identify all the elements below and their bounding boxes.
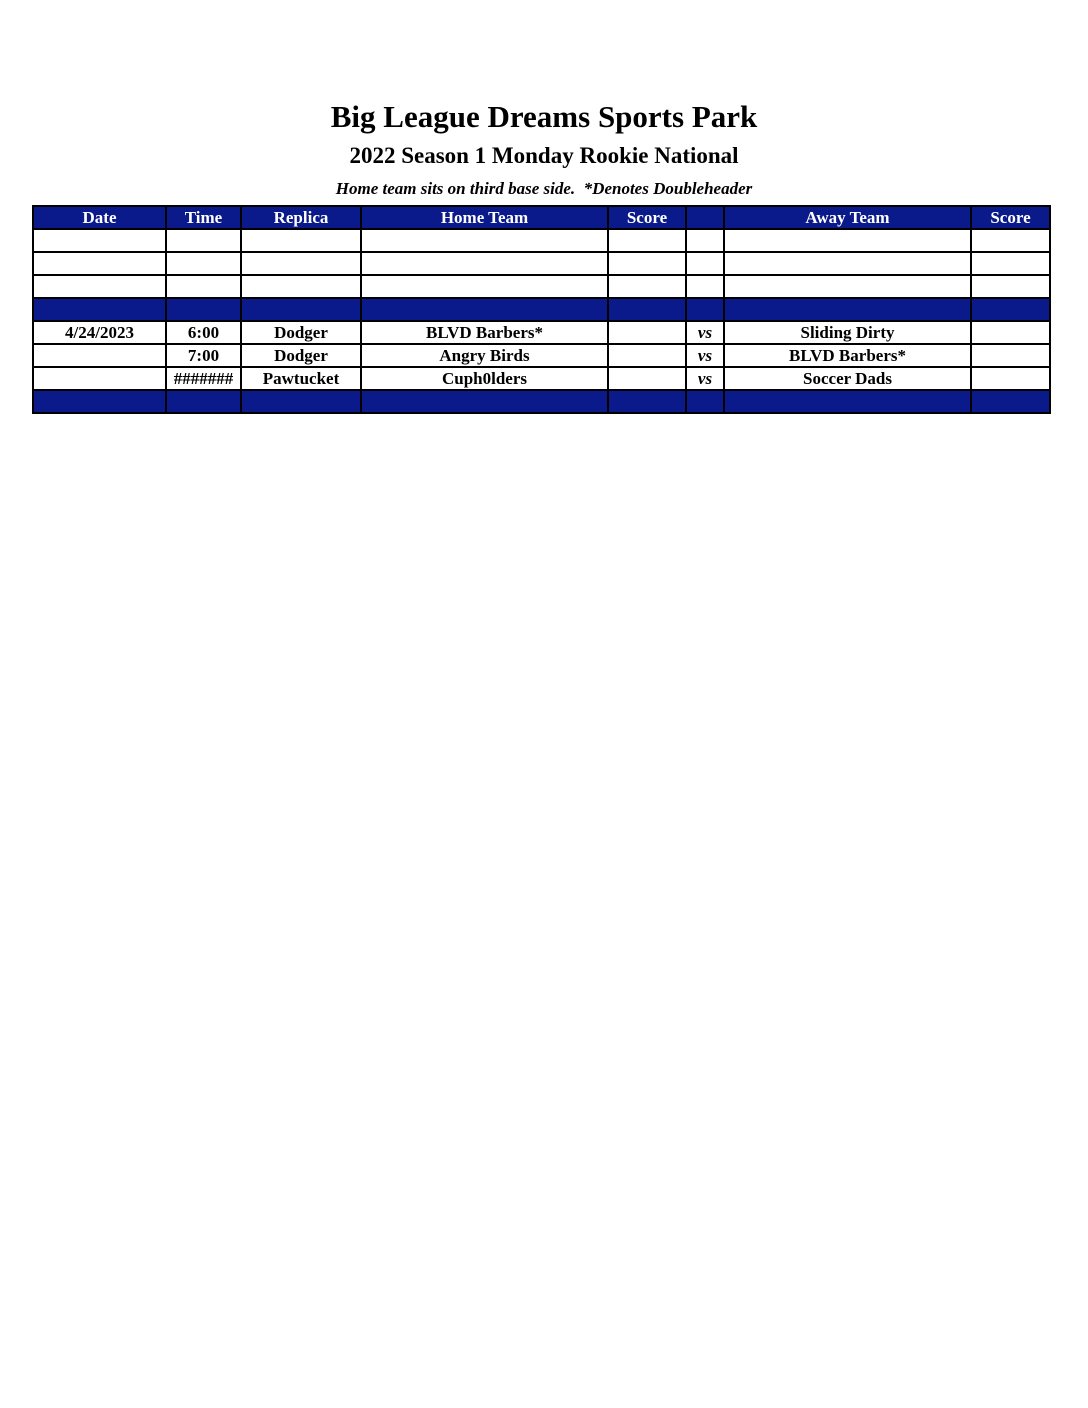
table-cell: [166, 229, 241, 252]
table-cell: [608, 275, 686, 298]
table-cell: [724, 275, 971, 298]
table-cell: [361, 252, 608, 275]
column-header-home-team: Home Team: [361, 206, 608, 229]
home-score: [608, 321, 686, 344]
table-cell: [724, 252, 971, 275]
game-date: [33, 367, 166, 390]
column-header-replica: Replica: [241, 206, 361, 229]
home-score: [608, 344, 686, 367]
band-cell: [33, 298, 166, 321]
column-header-vs: [686, 206, 724, 229]
band-cell: [608, 390, 686, 413]
away-score: [971, 367, 1050, 390]
table-cell: [361, 275, 608, 298]
table-cell: [724, 229, 971, 252]
game-time: 7:00: [166, 344, 241, 367]
table-cell: [361, 229, 608, 252]
separator-band-row: [33, 298, 1050, 321]
table-cell: [166, 252, 241, 275]
table-cell: [686, 229, 724, 252]
column-header-away-score: Score: [971, 206, 1050, 229]
separator-band-row: [33, 390, 1050, 413]
band-cell: [33, 390, 166, 413]
vs-label: vs: [686, 321, 724, 344]
column-header-home-score: Score: [608, 206, 686, 229]
vs-label: vs: [686, 344, 724, 367]
table-cell: [33, 252, 166, 275]
band-cell: [724, 390, 971, 413]
game-replica: Pawtucket: [241, 367, 361, 390]
away-score: [971, 321, 1050, 344]
band-cell: [241, 298, 361, 321]
band-cell: [686, 298, 724, 321]
empty-row: [33, 252, 1050, 275]
table-cell: [971, 252, 1050, 275]
schedule-table: [32, 205, 1051, 414]
away-team: Soccer Dads: [724, 367, 971, 390]
table-cell: [608, 229, 686, 252]
table-cell: [608, 252, 686, 275]
home-score: [608, 367, 686, 390]
game-date: 4/24/2023: [33, 321, 166, 344]
table-cell: [241, 275, 361, 298]
column-header-away-team: Away Team: [724, 206, 971, 229]
table-cell: [686, 275, 724, 298]
page-subtitle: 2022 Season 1 Monday Rookie National: [349, 143, 739, 168]
table-cell: [686, 252, 724, 275]
table-header-row: [33, 206, 1050, 229]
empty-row: [33, 275, 1050, 298]
home-team: Angry Birds: [361, 344, 608, 367]
band-cell: [361, 390, 608, 413]
home-team: BLVD Barbers*: [361, 321, 608, 344]
band-cell: [971, 390, 1050, 413]
game-row: [33, 367, 1050, 390]
column-header-time: Time: [166, 206, 241, 229]
away-score: [971, 344, 1050, 367]
game-replica: Dodger: [241, 344, 361, 367]
band-cell: [361, 298, 608, 321]
game-time: #######: [166, 367, 241, 390]
home-team: Cuph0lders: [361, 367, 608, 390]
away-team: Sliding Dirty: [724, 321, 971, 344]
band-cell: [166, 298, 241, 321]
game-date: [33, 344, 166, 367]
away-team: BLVD Barbers*: [724, 344, 971, 367]
game-replica: Dodger: [241, 321, 361, 344]
game-time: 6:00: [166, 321, 241, 344]
band-cell: [724, 298, 971, 321]
table-cell: [971, 229, 1050, 252]
empty-row: [33, 229, 1050, 252]
band-cell: [241, 390, 361, 413]
table-cell: [166, 275, 241, 298]
table-cell: [33, 275, 166, 298]
table-cell: [971, 275, 1050, 298]
game-row: [33, 321, 1050, 344]
band-cell: [608, 298, 686, 321]
table-cell: [33, 229, 166, 252]
table-cell: [241, 252, 361, 275]
column-header-date: Date: [33, 206, 166, 229]
band-cell: [166, 390, 241, 413]
table-cell: [241, 229, 361, 252]
band-cell: [686, 390, 724, 413]
schedule-note: Home team sits on third base side. *Denotes Doubleheader: [335, 179, 753, 198]
page-title: Big League Dreams Sports Park: [330, 99, 758, 134]
band-cell: [971, 298, 1050, 321]
vs-label: vs: [686, 367, 724, 390]
game-row: [33, 344, 1050, 367]
